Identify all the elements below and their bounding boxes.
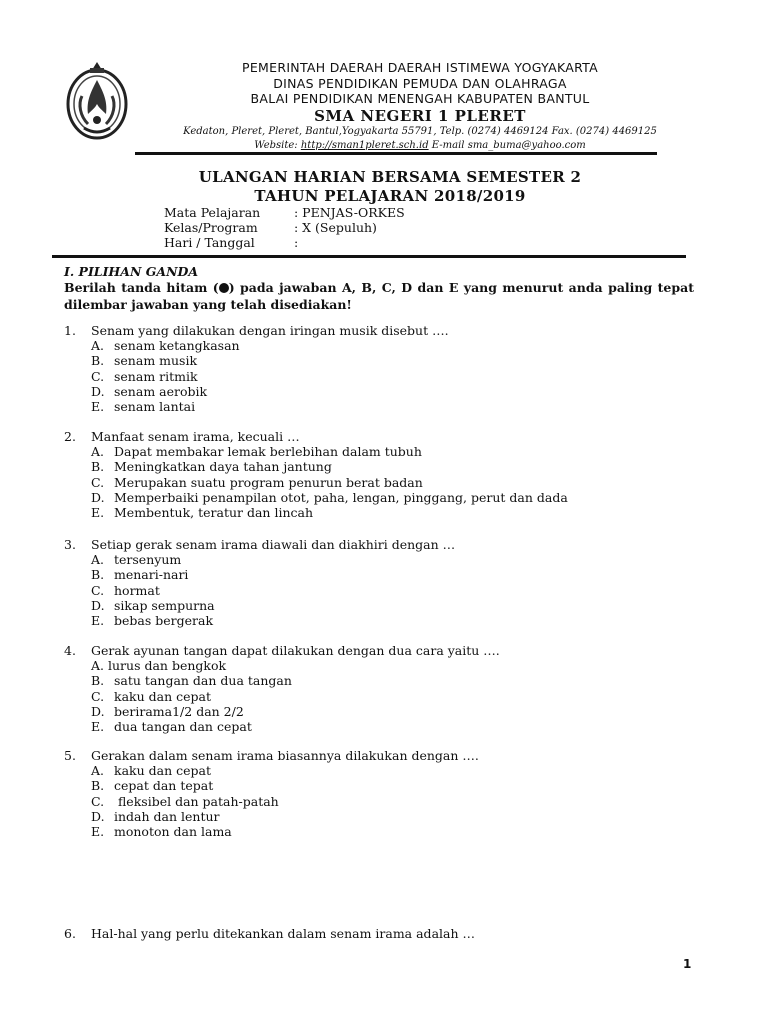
option-d xyxy=(64,809,704,824)
option-text: senam musik xyxy=(114,353,198,369)
option-a xyxy=(64,338,704,353)
question-5 xyxy=(64,748,704,839)
question-text: Manfaat senam irama, kecuali … xyxy=(91,429,300,444)
letterhead-office: BALAI PENDIDIKAN MENENGAH KABUPATEN BANTUL xyxy=(250,91,590,106)
letterhead-government: PEMERINTAH DAERAH DAERAH ISTIMEWA YOGYAKARTA xyxy=(242,60,598,75)
option-letter: A. xyxy=(91,763,105,779)
option-text: tersenyum xyxy=(114,552,182,568)
option-text: senam ketangkasan xyxy=(114,338,240,354)
option-c xyxy=(64,475,704,490)
option-letter: D. xyxy=(91,597,105,613)
question-text: Senam yang dilakukan dengan iringan musik disebut …. xyxy=(91,323,449,338)
exam-title: ULANGAN HARIAN BERSAMA SEMESTER 2 xyxy=(198,168,582,186)
option-b xyxy=(64,673,704,688)
meta-label: Hari / Tanggal xyxy=(164,235,255,250)
section-heading: I. PILIHAN GANDA xyxy=(64,264,199,279)
letterhead-divider xyxy=(135,152,657,155)
option-text: sikap sempurna xyxy=(114,597,215,613)
option-letter: D. xyxy=(91,808,105,824)
option-d xyxy=(64,384,704,399)
instruction-text: ) pada jawaban A, B, C, D dan E yang menurut anda paling tepat dilembar jawaban yang telah disediakan! xyxy=(64,280,695,312)
meta-class xyxy=(164,220,377,235)
option-text: Membentuk, teratur dan lincah xyxy=(114,505,313,521)
option-letter: E. xyxy=(91,613,105,629)
option-b xyxy=(64,459,704,474)
option-text: indah dan lentur xyxy=(114,808,220,824)
option-letter: E. xyxy=(91,824,105,840)
section-instructions xyxy=(64,279,694,313)
option-e xyxy=(64,505,704,520)
option-text: satu tangan dan dua tangan xyxy=(114,673,292,689)
question-text: Gerakan dalam senam irama biasannya dilakukan dengan …. xyxy=(91,748,479,763)
question-number: 3. xyxy=(64,537,76,552)
question-text: Hal-hal yang perlu ditekankan dalam senam irama adalah … xyxy=(91,926,475,941)
option-text: hormat xyxy=(114,582,160,598)
meta-date xyxy=(164,235,298,250)
question-2 xyxy=(64,429,704,520)
page-number: 1 xyxy=(683,957,692,971)
option-text: bebas bergerak xyxy=(114,613,214,629)
option-d xyxy=(64,704,704,719)
option-letter: A. xyxy=(91,444,105,460)
option-text: Merupakan suatu program penurun berat badan xyxy=(114,474,423,490)
question-3 xyxy=(64,537,704,628)
letterhead xyxy=(140,60,700,153)
option-letter: B. xyxy=(91,778,105,794)
option-letter: E. xyxy=(91,719,105,735)
option-letter: A. xyxy=(91,658,105,674)
option-letter: B. xyxy=(91,459,105,475)
website-link[interactable]: http://sman1pleret.sch.id xyxy=(300,139,429,151)
option-d xyxy=(64,490,704,505)
option-letter: E. xyxy=(91,399,105,415)
meta-subject xyxy=(164,205,405,220)
option-letter: D. xyxy=(91,703,105,719)
email-address[interactable]: sma_buma@yahoo.com xyxy=(467,139,586,151)
option-c xyxy=(64,583,704,598)
option-a xyxy=(64,658,704,673)
option-b xyxy=(64,778,704,793)
option-letter: A. xyxy=(91,552,105,568)
option-e xyxy=(64,399,704,414)
letterhead-department: DINAS PENDIDIKAN PEMUDA DAN OLAHRAGA xyxy=(273,75,567,91)
option-e xyxy=(64,719,704,734)
option-letter: C. xyxy=(91,368,105,384)
option-a xyxy=(64,444,704,459)
question-text: Gerak ayunan tangan dapat dilakukan dengan dua cara yaitu …. xyxy=(91,643,500,658)
option-text: Memperbaiki penampilan otot, paha, lengan, pinggang, perut dan dada xyxy=(114,489,568,505)
school-contact xyxy=(140,139,700,153)
option-text: lurus dan bengkok xyxy=(108,658,227,674)
option-text: Dapat membakar lemak berlebihan dalam tubuh xyxy=(114,444,422,460)
school-address: Kedaton, Pleret, Pleret, Bantul,Yogyakarta 55791, Telp. (0274) 4469124 Fax. (0274) 4469125 xyxy=(183,125,657,137)
exam-year: TAHUN PELAJARAN 2018/2019 xyxy=(254,187,526,205)
question-4 xyxy=(64,643,704,734)
option-letter: C. xyxy=(91,582,105,598)
option-letter: E. xyxy=(91,505,105,521)
option-text: monoton dan lama xyxy=(114,824,232,840)
option-text: senam lantai xyxy=(114,399,196,415)
option-letter: C. xyxy=(91,793,105,809)
filled-circle-icon xyxy=(219,283,229,293)
option-text: Meningkatkan daya tahan jantung xyxy=(114,459,332,475)
option-text: kaku dan cepat xyxy=(114,763,211,779)
question-number: 2. xyxy=(64,429,76,444)
question-number: 6. xyxy=(64,926,76,941)
option-c xyxy=(64,369,704,384)
option-letter: A. xyxy=(91,338,105,354)
regional-emblem-icon xyxy=(62,56,132,142)
option-c xyxy=(64,689,704,704)
option-e xyxy=(64,824,704,839)
option-text: senam ritmik xyxy=(114,368,198,384)
question-text: Setiap gerak senam irama diawali dan diakhiri dengan … xyxy=(91,537,456,552)
option-c xyxy=(64,794,704,809)
option-a xyxy=(64,763,704,778)
school-name: SMA NEGERI 1 PLERET xyxy=(314,106,526,125)
option-b xyxy=(64,353,704,368)
option-e xyxy=(64,613,704,628)
question-number: 4. xyxy=(64,643,76,658)
option-text: kaku dan cepat xyxy=(114,688,211,704)
option-letter: B. xyxy=(91,673,105,689)
question-number: 1. xyxy=(64,323,76,338)
option-letter: B. xyxy=(91,567,105,583)
header-divider xyxy=(52,255,686,258)
option-letter: B. xyxy=(91,353,105,369)
instruction-text: Berilah tanda hitam ( xyxy=(64,280,219,295)
email-label: E-mail xyxy=(431,139,465,151)
question-1 xyxy=(64,323,704,414)
meta-label: Mata Pelajaran xyxy=(164,205,261,220)
option-letter: C. xyxy=(91,474,105,490)
website-label: Website: xyxy=(254,139,298,151)
question-6 xyxy=(64,926,704,941)
meta-value: : X (Sepuluh) xyxy=(294,220,377,235)
option-text: menari-nari xyxy=(114,567,189,583)
option-d xyxy=(64,598,704,613)
option-text: cepat dan tepat xyxy=(114,778,214,794)
option-text: senam aerobik xyxy=(114,383,208,399)
meta-value: : PENJAS-ORKES xyxy=(294,205,405,220)
option-letter: D. xyxy=(91,383,105,399)
option-text: fleksibel dan patah-patah xyxy=(114,793,279,809)
question-number: 5. xyxy=(64,748,76,763)
option-text: berirama1/2 dan 2/2 xyxy=(114,703,244,719)
meta-value: : xyxy=(294,235,299,250)
option-a xyxy=(64,552,704,567)
option-b xyxy=(64,567,704,582)
option-letter: C. xyxy=(91,688,105,704)
option-letter: D. xyxy=(91,489,105,505)
option-text: dua tangan dan cepat xyxy=(114,719,252,735)
meta-label: Kelas/Program xyxy=(164,220,258,235)
